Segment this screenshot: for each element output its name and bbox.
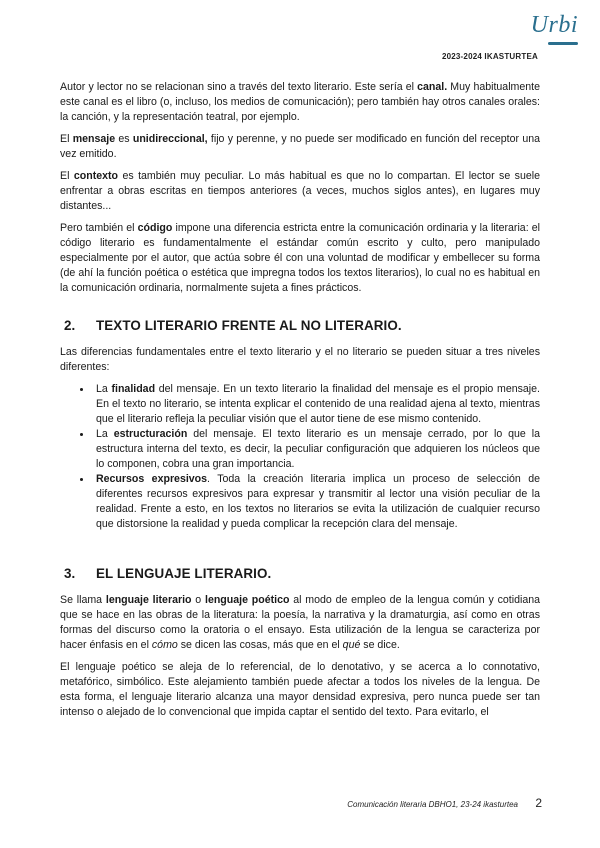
logo-text: Urbi	[530, 12, 578, 38]
differences-list	[60, 382, 540, 532]
text-run: Pero también el	[60, 222, 138, 234]
bold-term: lenguaje literario	[105, 594, 192, 606]
bold-term: unidireccional,	[132, 133, 208, 145]
section-2-intro: Las diferencias fundamentales entre el texto literario y el no literario se pueden situar a tres niveles diferentes:	[60, 346, 540, 373]
bold-term: contexto	[73, 170, 119, 182]
list-item	[92, 382, 540, 427]
bold-term: canal.	[417, 81, 448, 93]
text-run: se dicen las cosas, más que en el	[177, 639, 343, 651]
bold-term: estructuración	[113, 428, 188, 440]
italic-term: qué	[342, 639, 361, 651]
text-run: El	[60, 170, 74, 182]
bold-term: lenguaje poético	[205, 594, 290, 606]
logo-underline	[548, 42, 578, 45]
text-run: Se llama	[60, 594, 106, 606]
paragraph-codigo	[60, 221, 540, 296]
page-number: 2	[535, 796, 542, 810]
list-item	[92, 427, 540, 472]
text-run: es también muy peculiar. Lo más habitual es que no lo compartan. El lector se suele enfrentar a obras escritas en tiempos anteriores (a veces, muchos siglos antes), en lugares muy distantes...	[60, 170, 540, 212]
section-3-heading	[60, 566, 540, 581]
header-year: 2023-2024 IKASTURTEA	[441, 52, 538, 61]
text-run: del mensaje. El texto literario es un mensaje cerrado, por lo que la estructura interna del texto, es decir, la peculiar configuración que adquieren los núcleos que lo componen, cobra una gran importancia.	[96, 428, 540, 470]
text-run: al modo de empleo de la lengua común y cotidiana que se hace en las obras de la literatura: la poesía, la narrativa y la dramaturgia, así como en otras formas del discurso como la oratoria o el ensayo. Esta utilización de la lengua se caracteriza por hacer énfasis en el	[60, 594, 540, 651]
text-run: El	[60, 133, 73, 145]
paragraph-contexto	[60, 169, 540, 214]
italic-term: cómo	[151, 639, 178, 651]
section-number: 2.	[64, 318, 76, 333]
paragraph-canal	[60, 80, 540, 125]
section-2-heading	[60, 318, 540, 333]
text-run: o	[191, 594, 205, 606]
text-run: Autor y lector no se relacionan sino a través del texto literario. Este sería el	[60, 81, 418, 93]
text-run: del mensaje. En un texto literario la finalidad del mensaje es el propio mensaje. En el texto no literario, se intenta explicar el contenido de una realidad ajena al texto, mientras que el literario refleja la peculiar visión que el autor tiene de ese mismo contenido.	[96, 383, 541, 425]
paragraph-lenguaje-literario	[60, 593, 540, 653]
text-run: La	[96, 428, 114, 440]
bold-term: mensaje	[72, 133, 116, 145]
text-run: es	[115, 133, 133, 145]
list-item	[92, 472, 540, 532]
paragraph-lenguaje-poetico: El lenguaje poético se aleja de lo referencial, de lo denotativo, y se acerca a lo connotativo, metafórico, simbólico. Este alejamiento también puede afectar a todos los niveles de la lengua. De esta forma, el lenguaje literario alcanza una mayor densidad expresiva, pero nunca puede ser tan intenso o alejado de lo convencional que impida captar el sentido del texto. Para evitarlo, el	[60, 661, 540, 718]
text-run: impone una diferencia estricta entre la comunicación ordinaria y la literaria: el código literario es fundamentalmente el estándar común escrito y culto, pero manipulado especialmente por el autor, que actúa sobre él con una voluntad de modificar y embellecer su forma (de ahí la función poética o estética que impregna todos los textos literarios), lo cual no es habitual en la comunicación ordinaria, normalmente sujeta a fines prácticos.	[60, 222, 540, 294]
document-body	[60, 80, 540, 727]
text-run: Muy habitualmente este canal es el libro (o, incluso, los medios de comunicación); pero también hay otros canales orales: la canción, y la representación teatral, por ejemplo.	[60, 81, 540, 123]
text-run: se dice.	[360, 639, 400, 651]
bold-term: Recursos expresivos	[96, 473, 208, 485]
text-run: fijo y perenne, y no puede ser modificado en función del receptor una vez emitido.	[60, 133, 540, 160]
section-title: TEXTO LITERARIO FRENTE AL NO LITERARIO.	[96, 318, 402, 333]
text-run: . Toda la creación literaria implica un proceso de selección de diferentes recursos expresivos para expresar y transmitir al lector una visión peculiar de la realidad. Frente a esto, en los textos no literarios se evita la utilización de cualquier recurso que distorsione la realidad y pueda complicar la recepción clara del mensaje.	[96, 473, 540, 530]
section-number: 3.	[64, 566, 76, 581]
footer-text: Comunicación literaria DBHO1, 23-24 ikasturtea	[347, 800, 518, 809]
bold-term: código	[137, 222, 173, 234]
section-title: EL LENGUAJE LITERARIO.	[96, 566, 272, 581]
paragraph-mensaje	[60, 132, 540, 162]
bold-term: finalidad	[111, 383, 156, 395]
text-run: La	[96, 383, 112, 395]
